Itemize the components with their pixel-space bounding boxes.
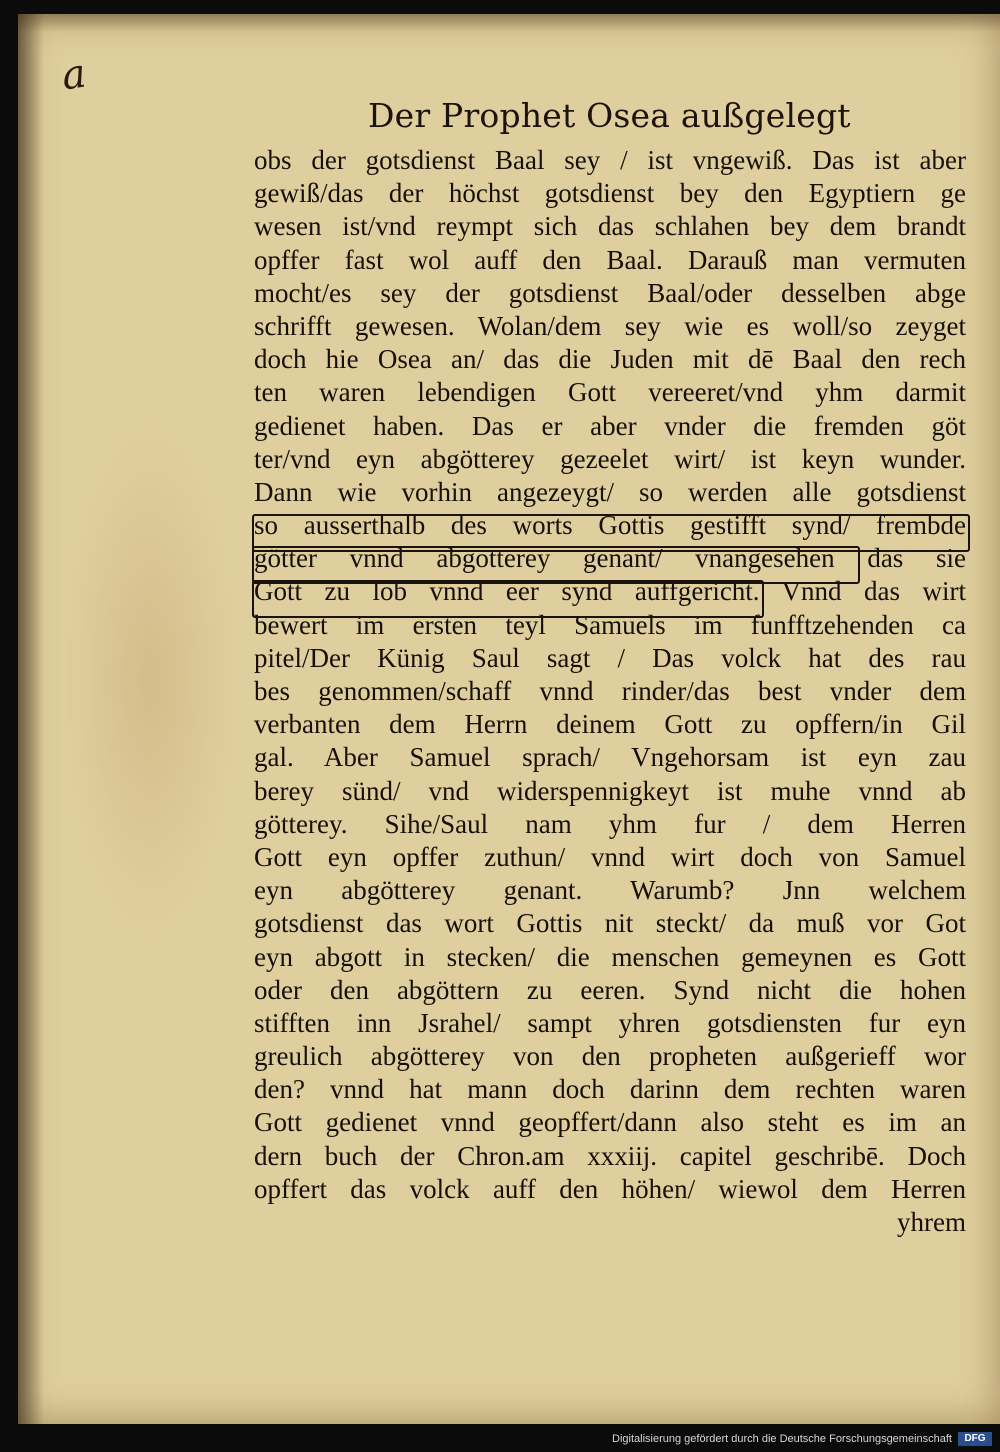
text-line: obs der gotsdienst Baal sey / ist vngewiß. Das ist aber: [254, 145, 966, 175]
body-text: [254, 144, 966, 1239]
text-line: bes genommen/schaff vnnd rinder/das best vnder dem: [254, 676, 966, 706]
text-line: eyn abgötterey genant. Warumb? Jnn welchem: [254, 875, 966, 906]
text-line: götterey. Sihe/Saul nam yhm fur / dem Herren: [254, 808, 966, 839]
running-header: Der Prophet Osea außgelegt: [368, 96, 851, 135]
text-line: doch hie Osea an/ das die Juden mit dē Baal den rech: [254, 344, 966, 375]
text-line: opffer fast wol auff den Baal. Darauß man vermuten: [254, 244, 966, 275]
text-line: Dann wie vorhin angezeygt/ so werden alle gotsdienst: [254, 476, 966, 507]
highlight-box-2: [252, 546, 860, 584]
text-line: gewiß/das der höchst gotsdienst bey den Egyptiern ge: [254, 178, 966, 209]
text-line: gedienet haben. Das er aber vnder die fremden göt: [254, 410, 966, 441]
highlight-box-3: [252, 580, 764, 618]
gutter-shadow: [18, 14, 44, 1424]
marginal-note: a: [58, 50, 89, 100]
text-line: verbanten dem Herrn deinem Gott zu opffern/in Gil: [254, 709, 966, 740]
text-line: ter/vnd eyn abgötterey gezeelet wirt/ ist keyn wunder.: [254, 443, 966, 474]
text-line: greulich abgötterey von den propheten außgerieff wor: [254, 1041, 966, 1072]
text-line: so ausserthalb des worts Gottis gestifft synd/ frembde: [254, 510, 966, 541]
text-line: opffert das volck auff den höhen/ wiewol dem Herren: [254, 1173, 966, 1204]
text-line: götter vnnd abgotterey genant/ vnangesehen das sie: [254, 543, 966, 574]
paper-stain: [60, 420, 240, 940]
text-line: oder den abgöttern zu eeren. Synd nicht die hohen: [254, 974, 966, 1005]
text-line: schrifft gewesen. Wolan/dem sey wie es woll/so zeyget: [254, 310, 966, 341]
text-line: den? vnnd hat mann doch darinn dem rechten waren: [254, 1074, 966, 1105]
dfg-logo: DFG: [958, 1432, 992, 1446]
text-line: eyn abgott in stecken/ die menschen gemeynen es Gott: [254, 941, 966, 972]
text-line: pitel/Der Künig Saul sagt / Das volck hat des rau: [254, 642, 966, 673]
text-line: dern buch der Chron.am xxxiij. capitel geschribē. Doch: [254, 1140, 966, 1171]
funding-note: Digitalisierung gefördert durch die Deutsche Forschungsgemeinschaft: [612, 1433, 952, 1445]
text-line: Gott gedienet vnnd geopffert/dann also steht es im an: [254, 1107, 966, 1138]
text-line: bewert im ersten teyl Samuels im funfftzehenden ca: [254, 609, 966, 640]
text-line: wesen ist/vnd reympt sich das schlahen bey dem brandt: [254, 211, 966, 242]
text-line: Gott eyn opffer zuthun/ vnnd wirt doch von Samuel: [254, 841, 966, 872]
text-line: gal. Aber Samuel sprach/ Vngehorsam ist eyn zau: [254, 742, 966, 773]
text-line: berey sünd/ vnd widerspennigkeyt ist muhe vnnd ab: [254, 775, 966, 806]
text-line: mocht/es sey der gotsdienst Baal/oder desselben abge: [254, 277, 966, 308]
text-line: Gott zu lob vnnd eer synd auffgericht. Vnnd das wirt: [254, 576, 966, 607]
page-top-edge: [18, 14, 1000, 32]
text-line: gotsdienst das wort Gottis nit steckt/ da muß vor Got: [254, 908, 966, 939]
text-line: stifften inn Jsrahel/ sampt yhren gotsdiensten fur eyn: [254, 1007, 966, 1038]
catchword: yhrem: [897, 1207, 966, 1237]
text-line: ten waren lebendigen Gott vereeret/vnd yhm darmit: [254, 377, 966, 408]
